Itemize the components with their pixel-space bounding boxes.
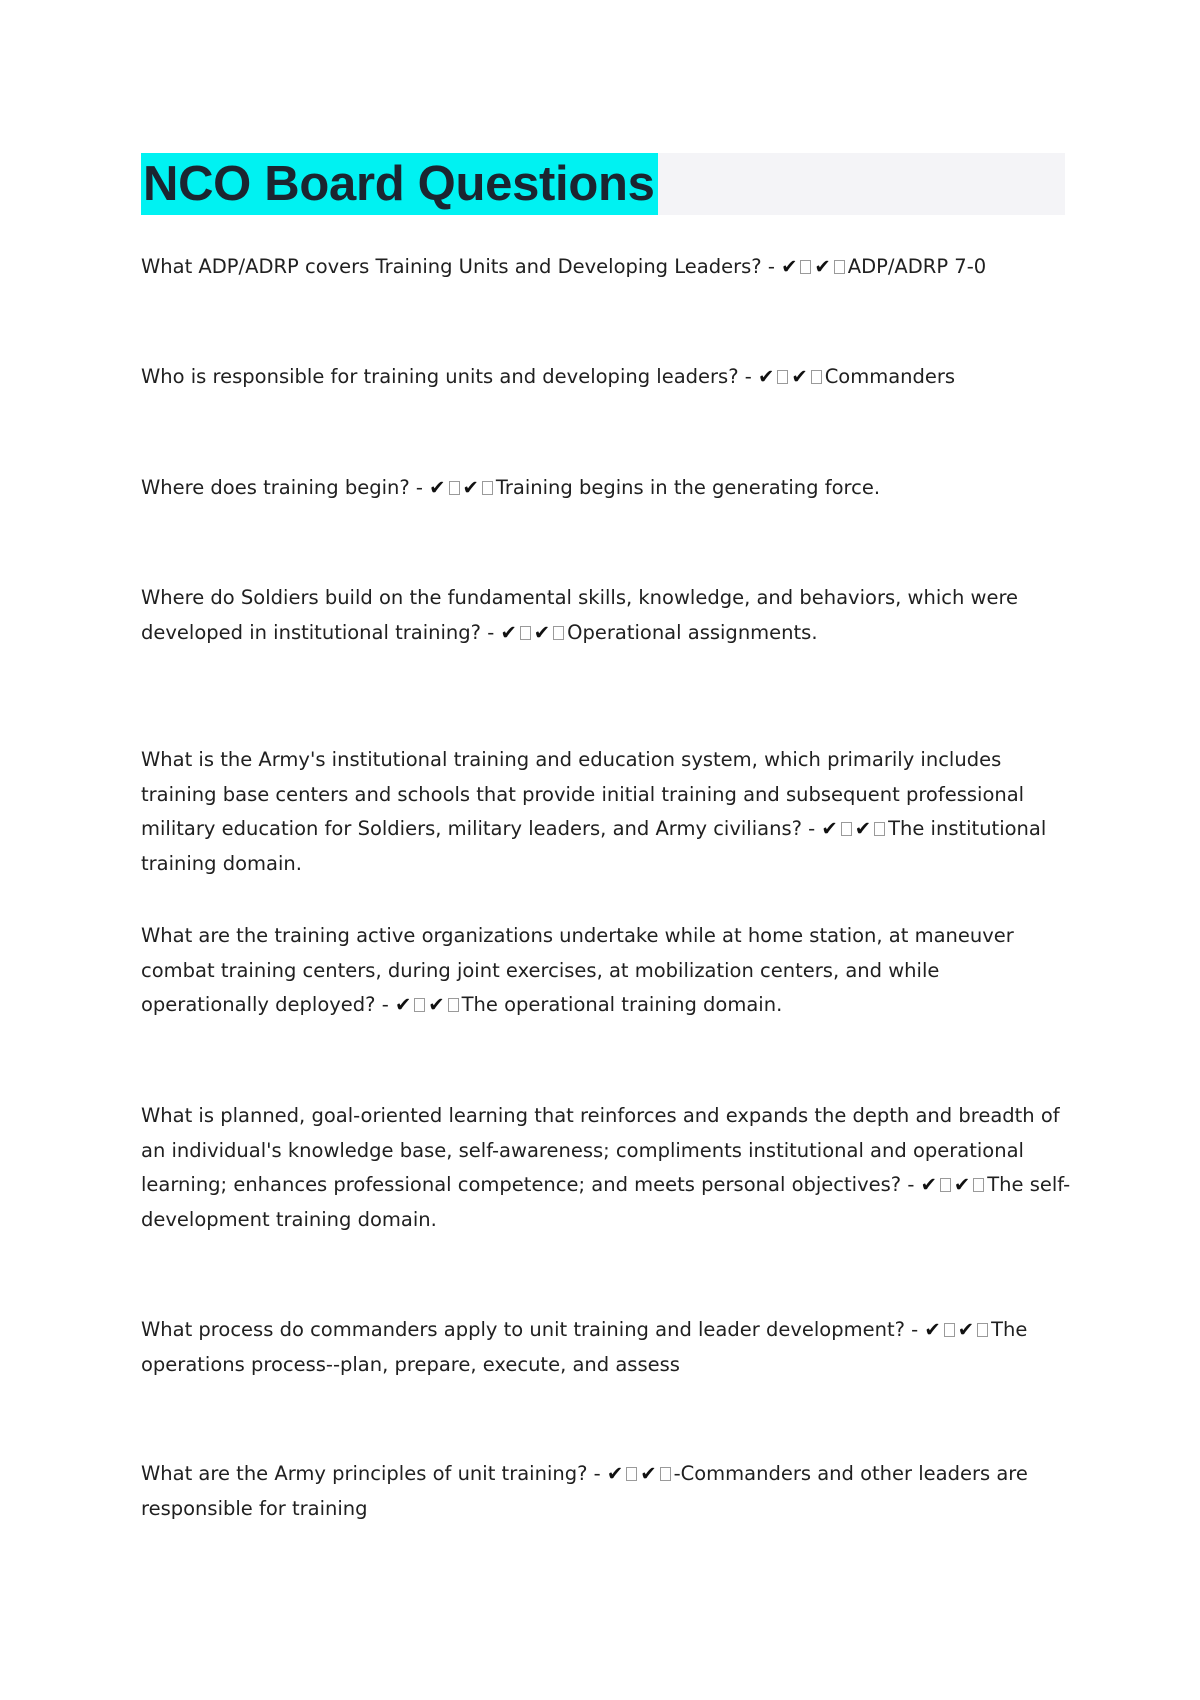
qa-item [141,1457,1071,1526]
question-text: What are the training active organizations undertake while at home station, at maneuver combat training centers, during joint exercises, at mobilization centers, and while operationally deployed? [141,924,1014,1016]
answer-text: Training begins in the generating force. [495,476,881,499]
question-text: Where does training begin? [141,476,410,499]
missing-glyph-box-icon [940,1178,951,1192]
missing-glyph-box-icon [449,481,460,495]
check-mark-icon: ✔ [428,993,445,1016]
answer-text: The operational training domain. [461,993,783,1016]
qa-item [141,471,1071,506]
missing-glyph-box-icon [977,1323,988,1337]
missing-glyph-box-icon [800,260,811,274]
question-text: What ADP/ADRP covers Training Units and Developing Leaders? [141,255,762,278]
separator: - [481,620,501,644]
answer-text: ADP/ADRP 7-0 [847,255,987,278]
answer-text: The operations process--plan, prepare, execute, and assess [141,1318,1028,1376]
check-mark-icon: ✔ [394,993,412,1016]
missing-glyph-box-icon [777,370,788,384]
missing-glyph-box-icon [414,998,425,1012]
check-mark-icon: ✔ [791,365,808,388]
missing-glyph-box-icon [874,822,885,836]
missing-glyph-box-icon [841,822,852,836]
check-mark-icon: ✔ [821,817,838,840]
question-text: What is the Army's institutional training and education system, which primarily includes training base centers and schools that provide initial training and subsequent professional military education for Soldiers, military leaders, and Army civilians? [141,748,1025,840]
missing-glyph-box-icon [448,998,459,1012]
check-mark-icon: ✔ [533,620,551,644]
separator: - [409,476,430,499]
question-text: What process do commanders apply to unit training and leader development? [141,1318,905,1341]
check-mark-icon: ✔ [462,476,479,499]
separator: - [904,1318,925,1341]
separator: - [587,1462,607,1485]
check-mark-icon: ✔ [920,1173,937,1196]
separator: - [375,993,395,1016]
check-mark-icon: ✔ [781,255,798,278]
separator: - [761,255,782,278]
question-text: What is planned, goal-oriented learning that reinforces and expands the depth and breadth of an individual's knowledge base, self-awareness; compliments institutional and operational learning; enhances professional competence; and meets personal objectives? [141,1104,1060,1196]
qa-item [141,250,1071,285]
check-mark-icon: ✔ [429,476,446,499]
answer-text: The self-development training domain. [141,1173,1071,1231]
missing-glyph-box-icon [660,1467,671,1481]
missing-glyph-box-icon [482,481,493,495]
check-mark-icon: ✔ [500,620,517,644]
check-mark-icon: ✔ [606,1462,624,1485]
qa-item [141,1099,1071,1237]
answer-text: Commanders [824,365,956,388]
answer-text: The institutional training domain. [141,817,1047,875]
qa-item [141,360,1071,395]
check-mark-icon: ✔ [953,1173,971,1196]
check-mark-icon: ✔ [758,365,775,388]
missing-glyph-box-icon [944,1323,955,1337]
check-mark-icon: ✔ [854,817,872,840]
missing-glyph-box-icon [973,1178,984,1192]
answer-text: -Commanders and other leaders are responsible for training [141,1462,1028,1520]
separator: - [801,817,822,840]
question-text: What are the Army principles of unit training? [141,1462,588,1485]
question-text: Who is responsible for training units and developing leaders? [141,365,739,388]
qa-item [141,919,1071,1023]
qa-item [141,581,1071,650]
answer-text: Operational assignments. [567,620,818,644]
document-title: NCO Board Questions [141,153,658,215]
check-mark-icon: ✔ [957,1318,975,1341]
missing-glyph-box-icon [520,626,531,640]
missing-glyph-box-icon [834,260,845,274]
separator: - [738,365,758,388]
missing-glyph-box-icon [553,626,564,640]
separator: - [901,1173,921,1196]
check-mark-icon: ✔ [924,1318,941,1341]
check-mark-icon: ✔ [814,255,831,278]
check-mark-icon: ✔ [640,1462,657,1485]
qa-item [141,743,1071,881]
missing-glyph-box-icon [811,370,822,384]
question-text: Where do Soldiers build on the fundamental skills, knowledge, and behaviors, which were developed in institutional training? [141,586,1019,644]
missing-glyph-box-icon [626,1467,637,1481]
qa-item [141,1313,1071,1382]
